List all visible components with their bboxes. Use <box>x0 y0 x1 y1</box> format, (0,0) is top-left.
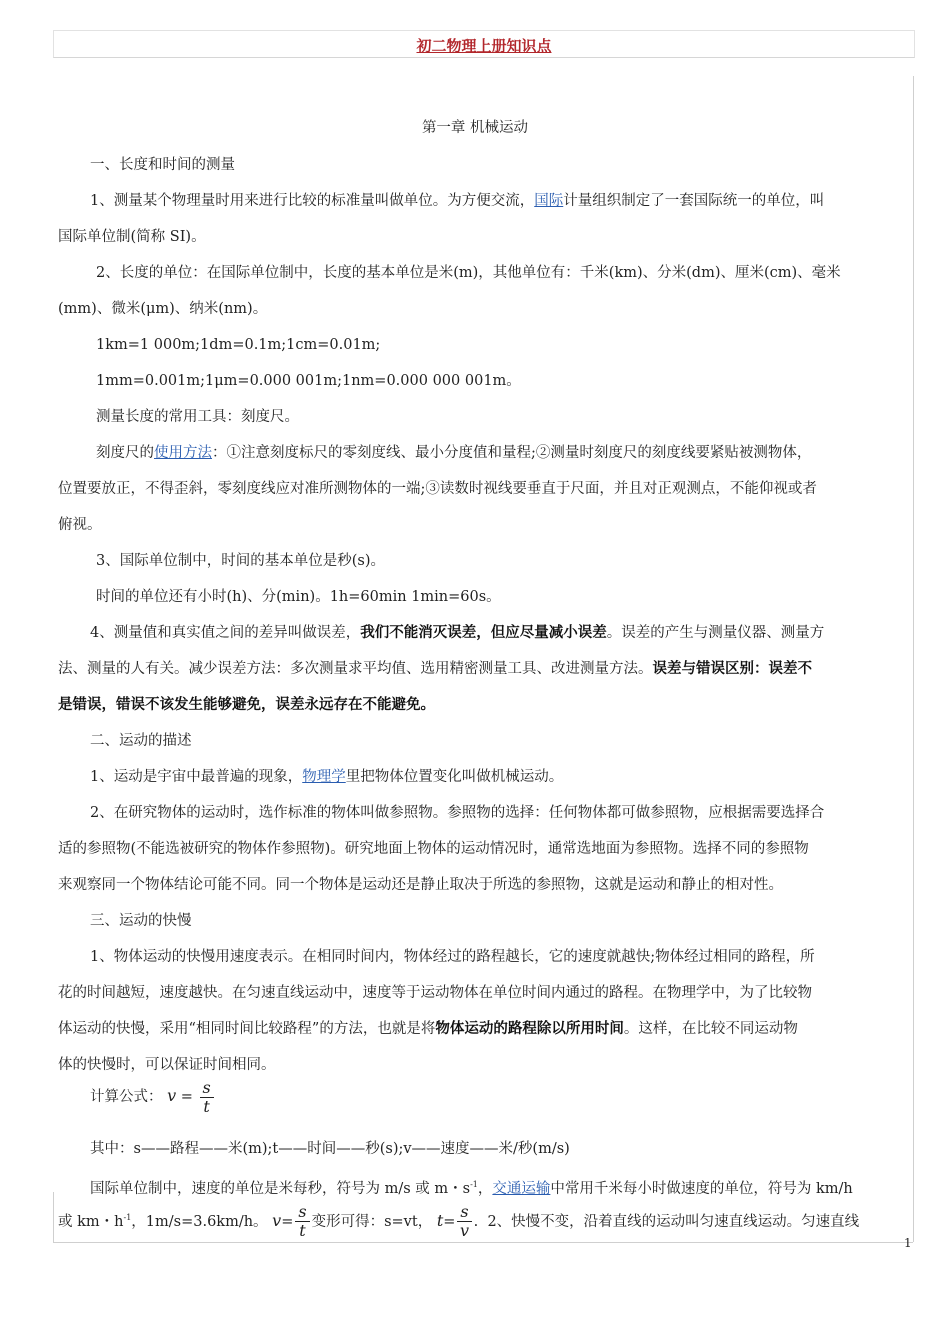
margin-rule-right <box>913 76 914 1242</box>
paragraph: 测量长度的常用工具：刻度尺。 <box>96 409 299 425</box>
paragraph: 2、在研究物体的运动时，选作标准的物体叫做参照物。参照物的选择：任何物体都可做参照物，应根据需要选择合 <box>90 805 825 821</box>
paragraph <box>90 767 563 787</box>
text: 法、测量的人有关。减少误差方法：多次测量求平均值、选用精密测量工具、改进测量方法。 <box>58 661 653 677</box>
text: 里把物体位置变化叫做机械运动。 <box>345 769 564 785</box>
paragraph: 3、国际单位制中，时间的基本单位是秒(s)。 <box>96 553 385 569</box>
numerator: s <box>295 1203 309 1222</box>
paragraph <box>90 191 824 211</box>
paragraph-cont: 体的快慢时，可以保证时间相同。 <box>58 1057 276 1073</box>
text: 变形可得：s=vt， <box>311 1213 433 1230</box>
paragraph-cont: 位置要放正，不得歪斜，零刻度线应对准所测物体的一端;③读数时视线要垂直于尺面，并且对正观测点，不能仰视或者 <box>58 481 817 497</box>
link-usage-method[interactable]: 使用方法 <box>154 445 212 461</box>
link-transport[interactable]: 交通运输 <box>492 1180 551 1197</box>
page-number: 1 <box>904 1236 912 1250</box>
bold-text: 我们不能消灭误差，但应尽量减小误差 <box>360 624 607 641</box>
margin-rule-left <box>53 1192 54 1242</box>
link-physics[interactable]: 物理学 <box>302 769 346 785</box>
conversion-line-2: 1mm=0.001m;1μm=0.000 001m;1nm=0.000 000 001m。 <box>96 373 521 389</box>
formula-equals: = <box>180 1089 193 1105</box>
paragraph <box>90 623 824 643</box>
text: 或 km・h <box>58 1213 124 1230</box>
text: ：①注意刻度标尺的零刻度线、最小分度值和量程;②测量时刻度尺的刻度线要紧贴被测物体， <box>212 445 812 461</box>
text: 4、测量值和真实值之间的差异叫做误差， <box>90 625 361 641</box>
formula-v: v <box>272 1210 282 1230</box>
paragraph-cont: 国际单位制(简称 SI)。 <box>58 229 206 245</box>
numerator: s <box>200 1079 214 1098</box>
paragraph-cont <box>58 1198 859 1242</box>
text: 刻度尺的 <box>96 445 154 461</box>
bold-text: 误差与错误区别：误差不 <box>652 660 812 677</box>
paragraph <box>96 443 811 463</box>
formula-t: t <box>436 1210 444 1230</box>
formula-v: v <box>167 1086 177 1105</box>
paragraph <box>90 1175 853 1199</box>
paragraph: 2、长度的单位：在国际单位制中，长度的基本单位是米(m)，其他单位有：千米(km)、分米(dm)、厘米(cm)、毫米 <box>96 265 841 281</box>
text: 1、测量某个物理量时用来进行比较的标准量叫做单位。为方便交流， <box>90 193 535 209</box>
text: 计量组织制定了一套国际统一的单位，叫 <box>563 193 825 209</box>
bold-text: 是错误，错误不该发生能够避免，误差永远存在不能避免。 <box>58 696 435 713</box>
paragraph-cont: 来观察同一个物体结论可能不同。同一个物体是运动还是静止取决于所选的参照物，这就是运动和静止的相对性。 <box>58 877 783 893</box>
section-heading-1: 一、长度和时间的测量 <box>90 157 235 173</box>
paragraph: 时间的单位还有小时(h)、分(min)。1h=60min 1min=60s。 <box>96 589 501 605</box>
denominator: t <box>299 1221 306 1241</box>
text: 2、快慢不变，沿着直线的运动叫匀速直线运动。匀速直线 <box>487 1213 860 1230</box>
superscript: -1 <box>123 1213 132 1222</box>
text: 。这样，在比较不同运动物 <box>623 1021 798 1037</box>
bold-text: 物体运动的路程除以所用时间 <box>435 1020 624 1037</box>
formula-fraction <box>200 1079 214 1116</box>
text: 中常用千米每小时做速度的单位，符号为 km/h <box>550 1180 853 1197</box>
superscript: -1 <box>470 1180 478 1189</box>
conversion-line-1: 1km=1 000m;1dm=0.1m;1cm=0.01m; <box>96 337 381 353</box>
paragraph: 1、物体运动的快慢用速度表示。在相同时间内，物体经过的路程越长，它的速度就越快;物体经过相同的路程，所 <box>90 949 815 965</box>
formula-equals: = <box>281 1213 294 1230</box>
formula-equals: = <box>443 1213 456 1230</box>
formula-label: 计算公式： <box>90 1089 163 1105</box>
section-heading-3: 三、运动的快慢 <box>90 913 192 929</box>
text: ，1m/s=3.6km/h。 <box>131 1213 268 1230</box>
text: 1、运动是宇宙中最普遍的现象， <box>90 769 303 785</box>
text: 国际单位制中，速度的单位是米每秒，符号为 m/s 或 m・s <box>90 1180 471 1197</box>
formula-line <box>90 1076 216 1117</box>
paragraph-cont <box>58 1019 798 1039</box>
text: . <box>473 1213 479 1230</box>
chapter-title: 第一章 机械运动 <box>421 120 529 136</box>
section-heading-2: 二、运动的描述 <box>90 733 192 749</box>
formula-fraction <box>295 1203 309 1240</box>
formula-fraction <box>457 1203 471 1240</box>
denominator: v <box>459 1221 470 1241</box>
paragraph-cont: 花的时间越短，速度越快。在匀速直线运动中，速度等于运动物体在单位时间内通过的路程。在物理学中，为了比较物 <box>58 985 812 1001</box>
text: ， <box>477 1180 493 1197</box>
header-title: 初二物理上册知识点 <box>416 37 552 55</box>
footer-rule <box>53 1242 913 1243</box>
text: 。误差的产生与测量仪器、测量方 <box>606 625 825 641</box>
paragraph-cont <box>58 659 812 679</box>
text: 体运动的快慢，采用“相同时间比较路程”的方法，也就是将 <box>58 1021 436 1037</box>
page-header <box>53 30 915 58</box>
paragraph-cont: 适的参照物(不能选被研究的物体作参照物)。研究地面上物体的运动情况时，通常选地面为参照物。选择不同的参照物 <box>58 841 809 857</box>
paragraph-cont <box>58 695 435 715</box>
paragraph-cont: (mm)、微米(μm)、纳米(nm)。 <box>58 301 268 317</box>
denominator: t <box>203 1096 210 1116</box>
link-guoji[interactable]: 国际 <box>534 193 564 209</box>
numerator: s <box>457 1203 471 1222</box>
paragraph: 其中：s——路程——米(m);t——时间——秒(s);v——速度——米/秒(m/s) <box>90 1141 570 1157</box>
paragraph-cont: 俯视。 <box>58 517 102 533</box>
